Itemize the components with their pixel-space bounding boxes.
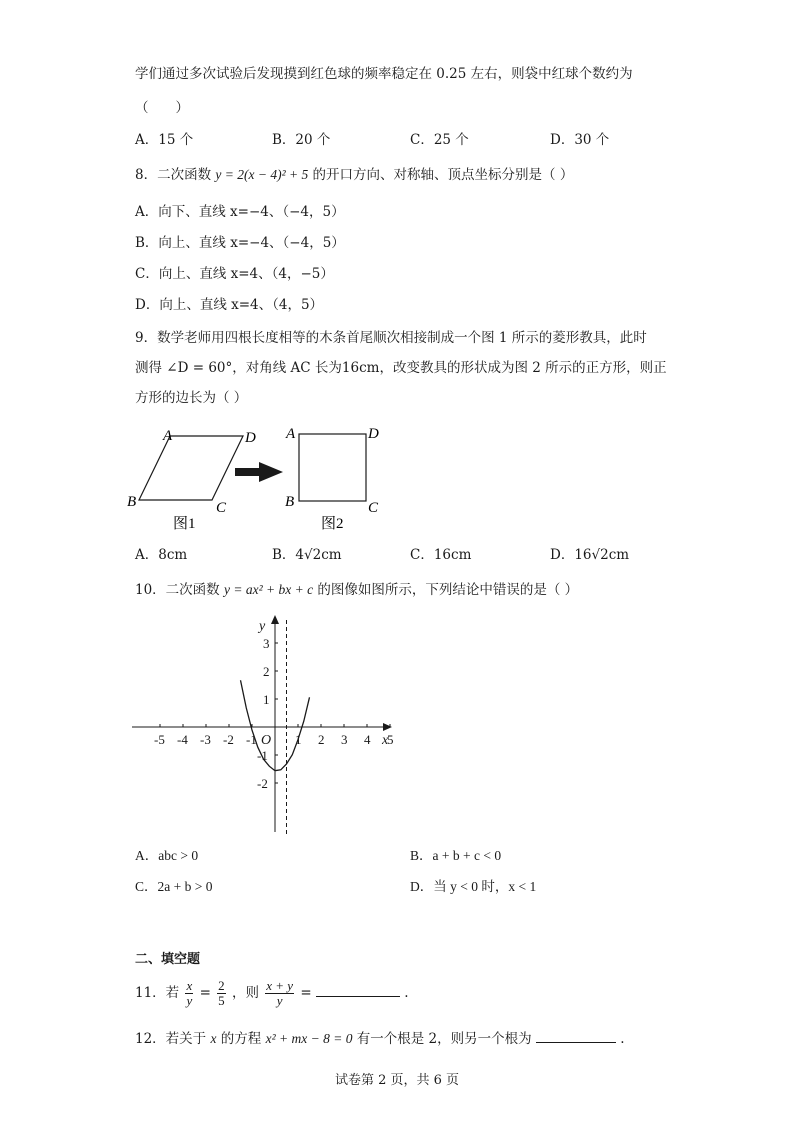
x-tick-label: 4 — [364, 732, 371, 747]
q7-option-d: D．30 个 — [550, 132, 610, 148]
q10-option-d: D．当 y < 0 时，x < 1 — [410, 879, 537, 894]
q10-stem — [135, 582, 578, 598]
origin-label: O — [261, 733, 272, 748]
arrow-icon — [235, 462, 283, 482]
x-tick-label: 3 — [341, 732, 348, 747]
x-tick-label: 1 — [295, 732, 302, 747]
q12-end: . — [620, 1031, 625, 1047]
section-title: 二、填空题 — [135, 952, 201, 967]
q11-prefix: 11．若 — [135, 985, 180, 1001]
rhombus — [139, 436, 243, 500]
x-tick-label: 2 — [318, 732, 325, 747]
x-tick-label: -4 — [177, 732, 188, 747]
fig1-label-d: D — [245, 430, 256, 446]
q8-formula: y = 2(x − 4)² + 5 — [215, 167, 309, 182]
q9-option-c: C．16cm — [410, 547, 472, 563]
x-tick-label: -5 — [154, 732, 165, 747]
y-tick-label: 2 — [263, 664, 270, 679]
q10-formula: y = ax² + bx + c — [223, 582, 314, 597]
x-tick-label: -2 — [223, 732, 234, 747]
y-tick-label: 1 — [263, 692, 270, 707]
x-tick-label: -1 — [246, 732, 257, 747]
q8-option-c: C．向上、直线 x=4、（4，−5） — [135, 266, 334, 282]
y-tick-label: -2 — [257, 776, 268, 791]
y-axis-label: y — [259, 619, 266, 634]
q7-option-a: A．15 个 — [135, 132, 194, 148]
fig1-label-a: A — [163, 428, 173, 444]
q9-line3: 方形的边长为（ ） — [135, 390, 248, 406]
square — [299, 434, 366, 501]
q11-fraction-xy-over-y: $\frac{x + y}{y}$ — [266, 978, 294, 1008]
q8-option-a: A．向下、直线 x=−4、（−4，5） — [135, 204, 345, 220]
q7-line1: 学们通过多次试验后发现摸到红色球的频率稳定在 0.25 左右，则袋中红球个数约为 — [135, 66, 633, 82]
q11-stem — [135, 978, 409, 1008]
q7-option-c: C．25 个 — [410, 132, 469, 148]
q9-line2: 测得 ∠D = 60°，对角线 AC 长为16cm，改变教具的形状成为图 2 所示的正方形，则正 — [135, 360, 667, 376]
q11-end: . — [404, 985, 409, 1001]
q10-parabola-graph — [120, 610, 410, 840]
q8-prefix: 8．二次函数 — [135, 167, 212, 183]
q11-fraction-2-over-5: $\frac{2}{5}$ — [218, 978, 225, 1008]
q7-option-b: B．20 个 — [272, 132, 331, 148]
q12-formula: x² + mx − 8 = 0 — [265, 1031, 353, 1046]
q11-tail: = — [300, 985, 312, 1001]
q12-suffix: 有一个根是 2，则另一个根为 — [356, 1031, 532, 1047]
q10-suffix: 的图像如图所示，下列结论中错误的是（ ） — [317, 582, 579, 598]
q10-option-b: B．a + b + c < 0 — [410, 848, 502, 863]
fig2-label-d: D — [368, 426, 379, 442]
q8-option-b: B．向上、直线 x=−4、（−4，5） — [135, 235, 345, 251]
q12-prefix: 12．若关于 — [135, 1031, 207, 1047]
q12-mid: 的方程 — [220, 1031, 262, 1047]
x-axis-label: x — [382, 733, 389, 748]
y-axis-arrow — [271, 615, 279, 624]
q10-option-a: A．abc > 0 — [135, 848, 199, 863]
q10-option-c: C．2a + b > 0 — [135, 879, 213, 894]
q11-eq: = — [199, 985, 211, 1001]
x-tick-label: -3 — [200, 732, 211, 747]
q12-stem — [135, 1028, 625, 1047]
y-tick-label: -1 — [257, 748, 268, 763]
x-axis-arrow — [383, 723, 392, 731]
q11-mid: ，则 — [231, 985, 259, 1001]
fig1-label-b: B — [127, 494, 137, 510]
q8-stem — [135, 167, 573, 183]
fig2-label-a: A — [286, 426, 296, 442]
fig2-caption: 图2 — [321, 516, 344, 532]
q9-option-a: A．8cm — [135, 547, 188, 563]
q12-var: x — [210, 1031, 217, 1046]
q10-prefix: 10．二次函数 — [135, 582, 220, 598]
q11-fraction-x-over-y: $\frac{x}{y}$ — [186, 978, 193, 1008]
q12-answer-blank[interactable] — [536, 1028, 616, 1043]
page-footer: 试卷第 2 页，共 6 页 — [334, 1073, 460, 1088]
q11-answer-blank[interactable] — [316, 982, 400, 997]
q8-option-d: D．向上、直线 x=4、（4，5） — [135, 297, 324, 313]
q9-option-b: B．4√2cm — [272, 547, 342, 563]
fig1-caption: 图1 — [173, 516, 196, 532]
q9-option-d: D．16√2cm — [550, 547, 630, 563]
fig2-label-b: B — [285, 494, 295, 510]
q9-figure — [125, 420, 395, 535]
q8-suffix: 的开口方向、对称轴、顶点坐标分别是（ ） — [312, 167, 574, 183]
fig1-label-c: C — [216, 500, 227, 516]
q9-line1: 9．数学老师用四根长度相等的木条首尾顺次相接制成一个图 1 所示的菱形教具，此时 — [135, 330, 647, 346]
q7-paren: （ ） — [135, 100, 189, 116]
fig2-label-c: C — [368, 500, 379, 516]
x-tick-label: 5 — [387, 732, 394, 747]
y-tick-label: 3 — [263, 636, 270, 651]
